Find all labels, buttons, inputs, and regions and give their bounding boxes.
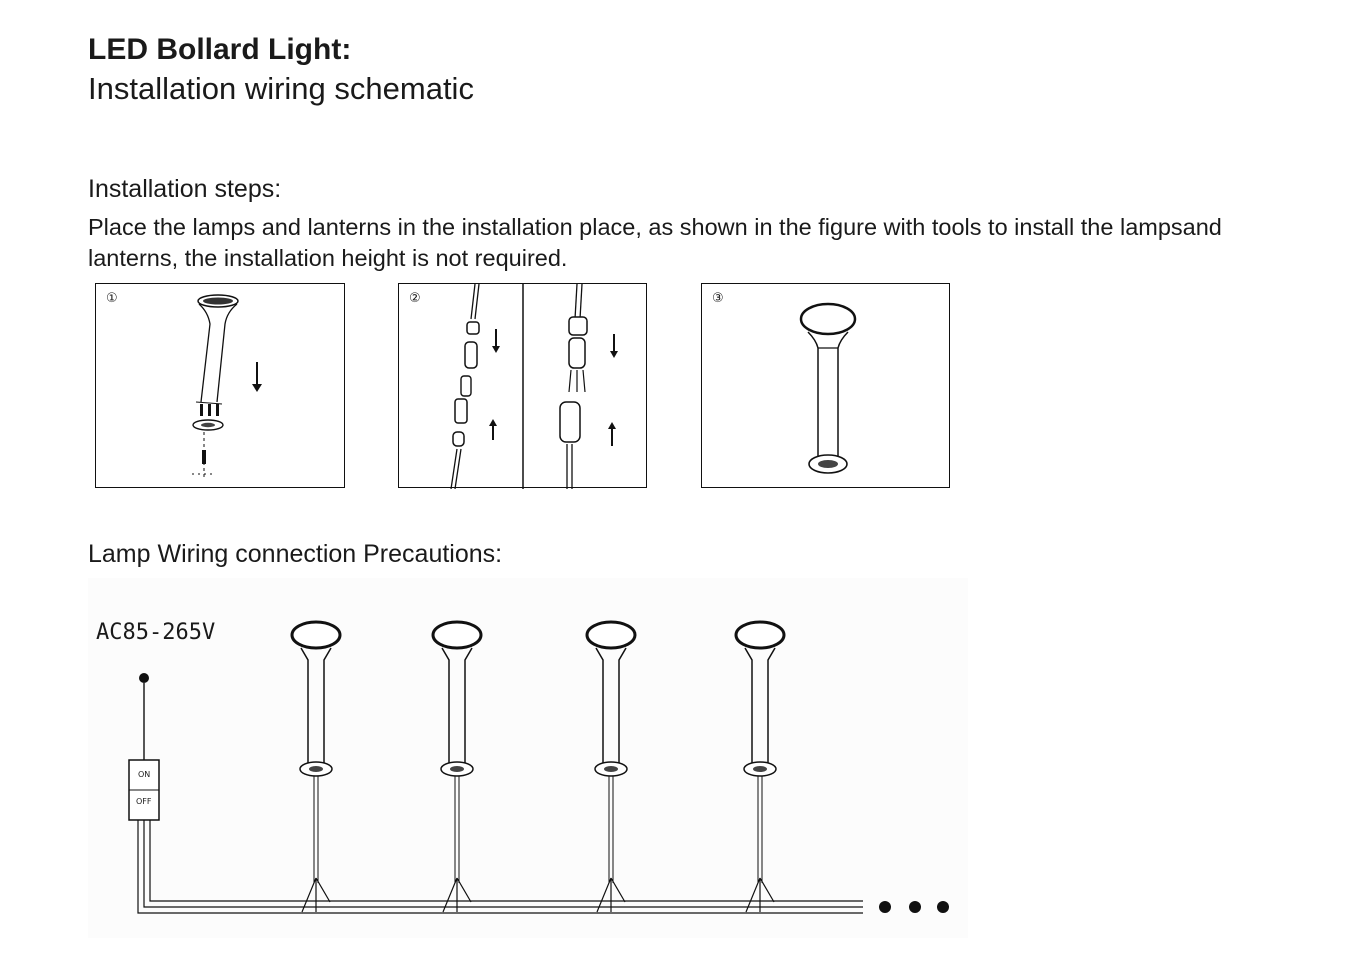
installation-description: Place the lamps and lanterns in the installation place, as shown in the figure with tools to install the lampsand lanterns, the installation height is not required.: [88, 214, 1222, 271]
page-title: LED Bollard Light:: [88, 33, 352, 66]
step-1-number: ①: [106, 291, 118, 306]
step-2-number: ②: [409, 291, 421, 306]
step-3-panel: [701, 283, 950, 488]
step-2-illustration: [399, 284, 648, 489]
switch-off-label: OFF: [136, 797, 152, 806]
step-3-illustration: [702, 284, 951, 489]
page-subtitle: Installation wiring schematic: [88, 71, 474, 106]
voltage-label: AC85-265V: [96, 620, 216, 645]
step-1-panel: [95, 283, 345, 488]
wiring-diagram: [88, 578, 968, 938]
bollard-lamp-1: [292, 622, 340, 912]
step-2-panel: [398, 283, 647, 488]
wiring-heading: Lamp Wiring connection Precautions:: [88, 540, 503, 568]
installation-steps-heading: Installation steps:: [88, 175, 282, 203]
switch-on-label: ON: [138, 770, 151, 779]
wiring-illustration: [88, 578, 968, 938]
step-3-number: ③: [712, 291, 724, 306]
bollard-lamp-3: [587, 622, 635, 912]
bollard-lamp-4: [736, 622, 784, 912]
step-1-illustration: [96, 284, 346, 489]
bollard-lamp-2: [433, 622, 481, 912]
